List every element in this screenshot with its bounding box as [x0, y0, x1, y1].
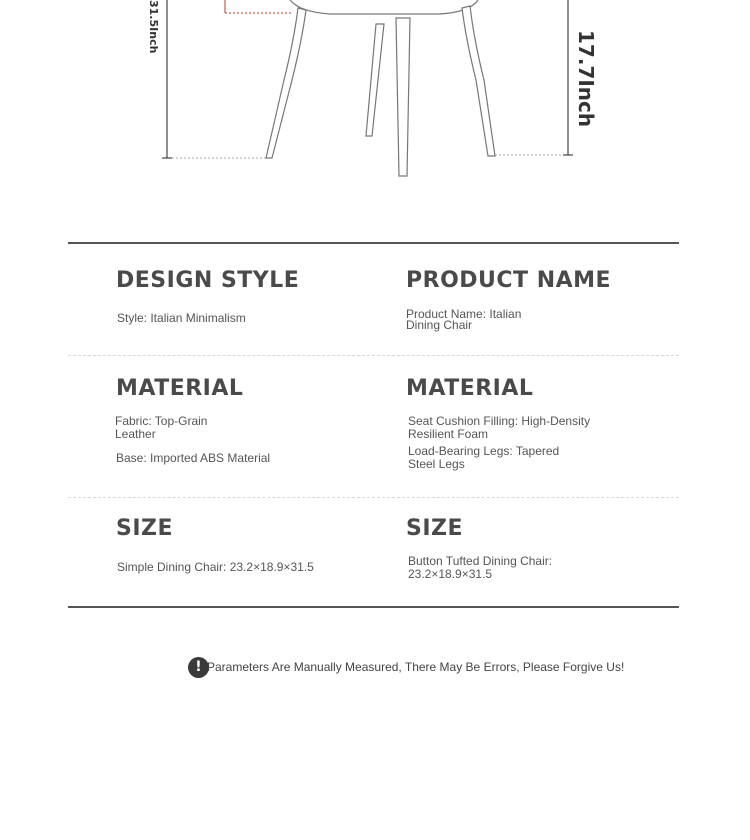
material-right-heading: MATERIAL [406, 376, 534, 401]
size-right-heading: SIZE [406, 516, 464, 541]
design-style-heading: DESIGN STYLE [116, 268, 300, 293]
chair-diagram [0, 0, 750, 200]
bottom-divider [68, 606, 679, 608]
chair-leg-front-right [462, 6, 495, 156]
chair-illustration [0, 0, 750, 200]
seat-height-dimension-label: 17.7Inch [574, 30, 598, 128]
top-divider [68, 242, 679, 244]
fabric-line1: Fabric: Top-Grain [115, 414, 208, 428]
design-style-text: Style: Italian Minimalism [117, 311, 246, 325]
fabric-line2: Leather [115, 427, 156, 441]
material-left-heading: MATERIAL [116, 376, 244, 401]
row-divider-2 [68, 497, 679, 498]
measurement-notice [188, 656, 624, 678]
chair-leg-front-middle [396, 18, 410, 176]
notice-text: Parameters Are Manually Measured, There May Be Errors, Please Forgive Us! [207, 660, 625, 674]
exclamation-icon: ! [188, 657, 209, 678]
legs-line2: Steel Legs [408, 457, 465, 471]
product-name-line2: Dining Chair [406, 318, 473, 332]
size-left-heading: SIZE [116, 516, 174, 541]
chair-leg-back-left [366, 24, 384, 136]
size-right-line2: 23.2×18.9×31.5 [408, 567, 493, 581]
size-right-line1: Button Tufted Dining Chair: [408, 554, 553, 568]
row-divider-1 [68, 355, 679, 356]
product-name-line1: Product Name: Italian [406, 307, 522, 321]
filling-line1: Seat Cushion Filling: High-Density [408, 414, 591, 428]
size-left-text: Simple Dining Chair: 23.2×18.9×31.5 [117, 560, 314, 574]
height-dimension-label: 31.5Inch [147, 0, 160, 54]
filling-line2: Resilient Foam [408, 427, 489, 441]
legs-line1: Load-Bearing Legs: Tapered [408, 444, 560, 458]
product-name-heading: PRODUCT NAME [406, 268, 612, 293]
chair-leg-front-left [266, 8, 306, 158]
base-material-text: Base: Imported ABS Material [116, 451, 271, 465]
